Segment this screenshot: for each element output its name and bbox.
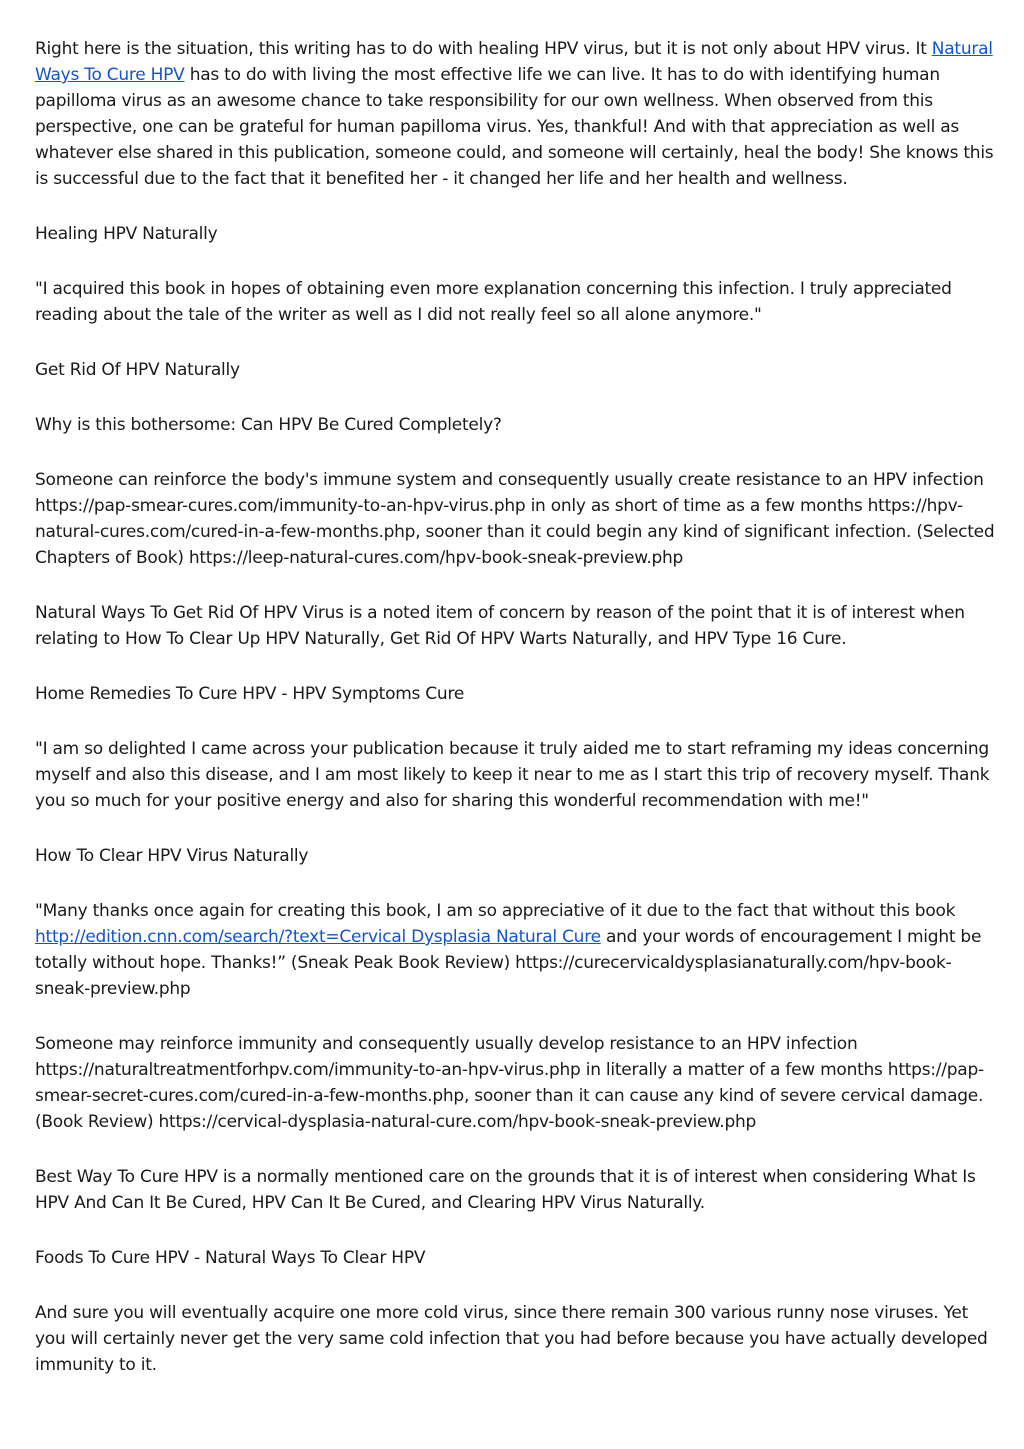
heading-why-bothersome: Why is this bothersome: Can HPV Be Cured Completely? — [35, 415, 502, 435]
concern-paragraph-2: Best Way To Cure HPV is a normally mentioned care on the grounds that it is of interest when considering What Is HPV And Can It Be Cured, HPV Can It Be Cured, and Clearing HPV Virus Naturally. — [35, 1167, 976, 1213]
document-body — [35, 36, 997, 1407]
quote-paragraph-2: "I am so delighted I came across your publication because it truly aided me to start reframing my ideas concerning myself and also this disease, and I am most likely to keep it near to me as I start this trip of recovery myself. Thank you so much for your positive energy and also for sharing this wonderful recommendation with me!" — [35, 739, 990, 811]
heading-get-rid-hpv: Get Rid Of HPV Naturally — [35, 360, 240, 380]
intro-text-end: has to do with living the most effective life we can live. It has to do with identifying human papilloma virus as an awesome chance to take responsibility for our own wellness. When observed from this perspective, one can be grateful for human papilloma virus. Yes, thankful! And with that appreciation as well as whatever else shared in this publication, someone could, and someone will certainly, heal the body! She knows this is successful due to the fact that it benefited her - it changed her life and her health and wellness. — [35, 65, 994, 189]
immune-paragraph-1: Someone can reinforce the body's immune system and consequently usually create resistance to an HPV infection https://pap-smear-cures.com/immunity-to-an-hpv-virus.php in only as short of time as a few months https://hpv-natural-cures.com/cured-in-a-few-months.php, sooner than it could begin any kind of significant infection. (Selected Chapters of Book) https://leep-natural-cures.com/hpv-book-sneak-preview.php — [35, 470, 995, 568]
heading-foods-cure: Foods To Cure HPV - Natural Ways To Clear HPV — [35, 1248, 426, 1268]
intro-text-start: Right here is the situation, this writing has to do with healing HPV virus, but it is not only about HPV virus. It — [35, 39, 932, 59]
heading-clear-hpv: How To Clear HPV Virus Naturally — [35, 846, 309, 866]
immune-paragraph-2: Someone may reinforce immunity and consequently usually develop resistance to an HPV infection https://naturaltreatmentforhpv.com/immunity-to-an-hpv-virus.php in literally a matter of a few months https://pap-smear-secret-cures.com/cured-in-a-few-months.php, sooner than it can cause any kind of severe cervical damage. (Book Review) https://cervical-dysplasia-natural-cure.com/hpv-book-sneak-preview.php — [35, 1034, 984, 1132]
heading-home-remedies: Home Remedies To Cure HPV - HPV Symptoms Cure — [35, 684, 465, 704]
quote-paragraph-3 — [35, 898, 997, 1002]
quote-paragraph-1: "I acquired this book in hopes of obtaining even more explanation concerning this infection. I truly appreciated reading about the tale of the writer as well as I did not really feel so all alone anymore." — [35, 279, 952, 325]
concern-paragraph-1: Natural Ways To Get Rid Of HPV Virus is a noted item of concern by reason of the point that it is of interest when relating to How To Clear Up HPV Naturally, Get Rid Of HPV Warts Naturally, and HPV Type 16 Cure. — [35, 603, 965, 649]
quote3-text-start: "Many thanks once again for creating this book, I am so appreciative of it due to the fact that without this book — [35, 901, 956, 921]
cold-virus-paragraph: And sure you will eventually acquire one more cold virus, since there remain 300 various runny nose viruses. Yet you will certainly never get the very same cold infection that you had before because you have actually developed immunity to it. — [35, 1303, 988, 1375]
quote3-text-end: and your words of encouragement I might be totally without hope. Thanks!” (Sneak Peak Book Review) https://curecervicaldysplasianaturally.com/hpv-book-sneak-preview.php — [35, 927, 982, 999]
heading-healing-hpv: Healing HPV Naturally — [35, 224, 218, 244]
intro-paragraph — [35, 36, 997, 192]
natural-ways-link[interactable]: Natural Ways To Cure HPV — [35, 39, 993, 85]
cnn-search-link[interactable]: http://edition.cnn.com/search/?text=Cervical Dysplasia Natural Cure — [35, 927, 601, 947]
